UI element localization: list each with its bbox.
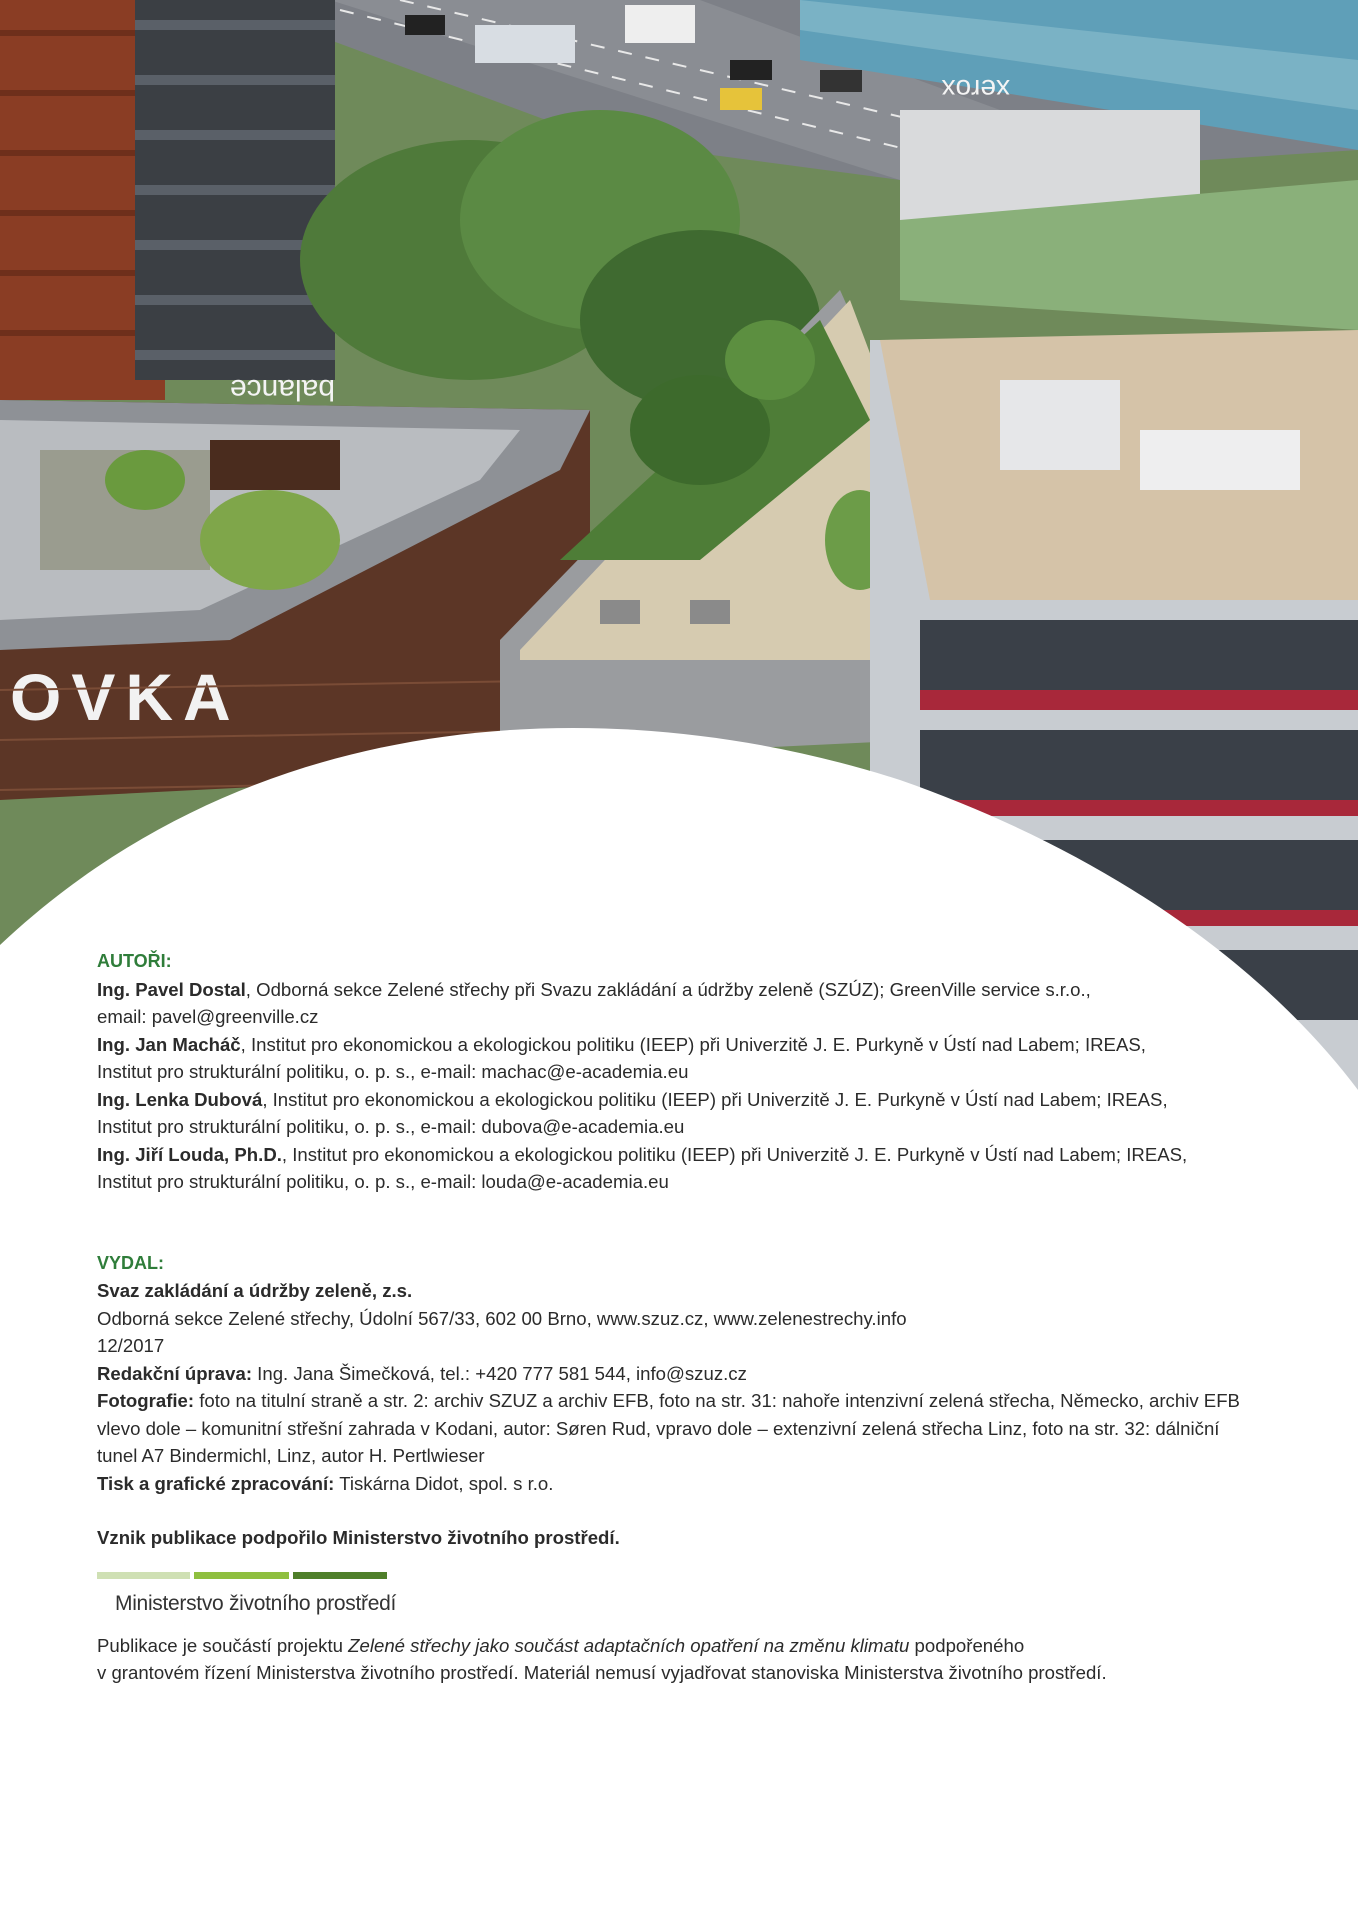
author-contact: email: pavel@greenville.cz	[97, 1006, 319, 1027]
print-label: Tisk a grafické zpracování:	[97, 1472, 335, 1494]
author-affiliation: , Institut pro ekonomickou a ekologickou politiku (IEEP) při Univerzitě J. E. Purkyně v Ústí nad Labem; IREAS,	[281, 1143, 1188, 1165]
ministry-name: Ministerstvo životního prostředí	[115, 1591, 397, 1615]
author-entry	[97, 1086, 1277, 1114]
photos-line	[97, 1387, 1277, 1415]
publisher-address: Odborná sekce Zelené střechy, Údolní 567/33, 602 00 Brno, www.szuz.cz, www.zelenestrechy.info	[97, 1307, 907, 1329]
publisher-heading: VYDAL:	[97, 1252, 164, 1273]
author-affiliation: , Institut pro ekonomickou a ekologickou politiku (IEEP) při Univerzitě J. E. Purkyně v Ústí nad Labem; IREAS,	[240, 1033, 1146, 1055]
author-name: Ing. Pavel Dostal	[97, 978, 246, 1000]
project-title: Zelené střechy jako součást adaptačních opatření na změnu klimatu	[348, 1634, 910, 1656]
logo-bar-light	[97, 1572, 190, 1579]
author-name: Ing. Lenka Dubová	[97, 1088, 263, 1110]
photos-value: foto na titulní straně a str. 2: archiv SZUZ a archiv EFB, foto na str. 31: nahoře intenzivní zelená střecha, Německo, archiv EFB	[194, 1390, 1240, 1411]
editor-label: Redakční úprava:	[97, 1362, 253, 1384]
author-contact: Institut pro strukturální politiku, o. p. s., e-mail: machac@e-academia.eu	[97, 1061, 689, 1082]
ministry-logo	[97, 1572, 1277, 1632]
logo-bar-mid	[194, 1572, 289, 1579]
authors-heading: AUTOŘI:	[97, 951, 172, 971]
project-note: Publikace je součástí projektu Zelené střechy jako součást adaptačních opatření na změnu klimatu podpořeného	[97, 1634, 1025, 1656]
author-entry	[97, 976, 1277, 1004]
author-entry	[97, 1141, 1277, 1169]
photos-line-2: vlevo dole – komunitní střešní zahrada v Kodani, autor: Søren Rud, vpravo dole – extenzivní zelená střecha Linz, foto na str. 32: dálniční	[97, 1417, 1220, 1439]
facade-sign: OVKA	[10, 660, 241, 734]
roof-sign-right: xerox	[941, 74, 1010, 105]
author-affiliation: , Institut pro ekonomickou a ekologickou politiku (IEEP) při Univerzitě J. E. Purkyně v Ústí nad Labem; IREAS,	[262, 1088, 1168, 1110]
photos-line-3: tunel A7 Bindermichl, Linz, autor H. Pertlwieser	[97, 1445, 485, 1466]
author-affiliation: , Odborná sekce Zelené střechy při Svazu zakládání a údržby zeleně (SZÚZ); GreenVille service s.r.o.,	[245, 978, 1091, 1000]
publisher-name: Svaz zakládání a údržby zeleně, z.s.	[97, 1280, 413, 1301]
roof-sign-left: balance	[229, 373, 335, 406]
support-statement: Vznik publikace podpořilo Ministerstvo životního prostředí.	[97, 1527, 620, 1548]
author-contact: Institut pro strukturální politiku, o. p. s., e-mail: dubova@e-academia.eu	[97, 1116, 685, 1137]
editor-value: Ing. Jana Šimečková, tel.: +420 777 581 544, info@szuz.cz	[252, 1362, 747, 1384]
print-line	[97, 1470, 1277, 1498]
author-name: Ing. Jiří Louda, Ph.D.	[97, 1143, 282, 1165]
editor-line	[97, 1360, 1277, 1388]
author-entry	[97, 1031, 1277, 1059]
colophon	[97, 948, 1277, 1687]
project-note-line-2: v grantovém řízení Ministerstva životního prostředí. Materiál nemusí vyjadřovat stanoviska Ministerstva životního prostředí.	[97, 1662, 1107, 1683]
photos-label: Fotografie:	[97, 1390, 195, 1411]
print-value: Tiskárna Didot, spol. s r.o.	[334, 1472, 554, 1494]
logo-bar-dark	[293, 1572, 387, 1579]
author-contact: Institut pro strukturální politiku, o. p. s., e-mail: louda@e-academia.eu	[97, 1171, 669, 1192]
publication-date: 12/2017	[97, 1335, 165, 1356]
author-name: Ing. Jan Macháč	[97, 1033, 241, 1055]
